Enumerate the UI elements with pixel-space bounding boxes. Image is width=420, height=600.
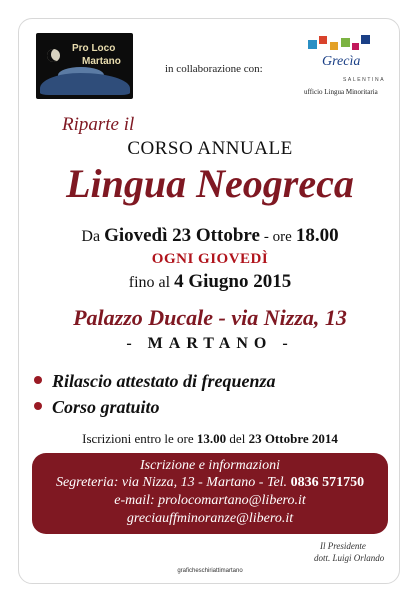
logo-square-green [341, 38, 350, 47]
start-date: Giovedì 23 Ottobre [104, 225, 260, 246]
frequency-text: OGNI GIOVEDÌ [151, 251, 269, 267]
pro-loco-logo [36, 33, 133, 99]
venue-address: Palazzo Ducale - via Nizza, 13 [73, 305, 347, 330]
grecia-logo-subtitle: SALENTINA [343, 77, 386, 83]
bullet-icon [34, 402, 42, 410]
registration-deadline [0, 431, 420, 447]
grecia-logo-name: Grecìa [322, 54, 361, 69]
end-line [0, 271, 420, 293]
registration-middle: del [229, 431, 246, 446]
start-prefix: Da [81, 228, 101, 245]
moon-icon [47, 49, 60, 62]
printer-credit: graficheschiriattimartano [177, 568, 243, 574]
benefit-item [34, 397, 160, 418]
info-title: Iscrizione e informazioni [140, 458, 280, 473]
venue-town: - MARTANO - [126, 335, 294, 352]
email-line-1: e-mail: prolocomartano@libero.it [114, 493, 306, 508]
secretariat-line [32, 475, 388, 491]
grecia-salentina-logo [300, 30, 400, 100]
end-date: 4 Giugno 2015 [174, 271, 292, 292]
pro-loco-logo-line2: Martano [82, 56, 121, 67]
email-line-2: greciauffminoranze@libero.it [126, 511, 294, 526]
pro-loco-logo-line1: Pro Loco [72, 43, 116, 54]
phone-number: 0836 571750 [290, 475, 365, 490]
grecia-logo-office: ufficio Lingua Minoritaria [304, 88, 378, 96]
benefit-item [34, 371, 276, 392]
logo-square-red [319, 36, 327, 44]
start-time: 18.00 [295, 225, 339, 246]
logo-square-blue [308, 40, 317, 49]
logo-square-navy [361, 35, 370, 44]
course-title: Lingua Neogreca [66, 161, 354, 206]
registration-prefix: Iscrizioni entro le ore [82, 431, 194, 446]
secretariat-address: Segreteria: via Nizza, 13 - Martano - Tel. [55, 475, 288, 490]
registration-date: 23 Ottobre 2014 [248, 431, 338, 446]
collaboration-text: in collaborazione con: [165, 63, 263, 75]
benefit-label: Corso gratuito [52, 397, 160, 417]
start-line [0, 225, 420, 247]
riparte-text: Riparte il [62, 114, 135, 135]
course-type: CORSO ANNUALE [127, 138, 293, 159]
logo-square-magenta [352, 43, 359, 50]
logo-square-orange [330, 42, 338, 50]
benefit-label: Rilascio attestato di frequenza [52, 371, 276, 391]
signature-role: Il Presidente [320, 541, 366, 551]
bullet-icon [34, 376, 42, 384]
wave-icon [40, 73, 130, 95]
signature-name: dott. Luigi Orlando [314, 553, 385, 563]
info-box [32, 453, 388, 534]
end-prefix: fino al [128, 274, 171, 291]
registration-time: 13.00 [196, 431, 227, 446]
start-ore-text: - ore [263, 229, 292, 245]
